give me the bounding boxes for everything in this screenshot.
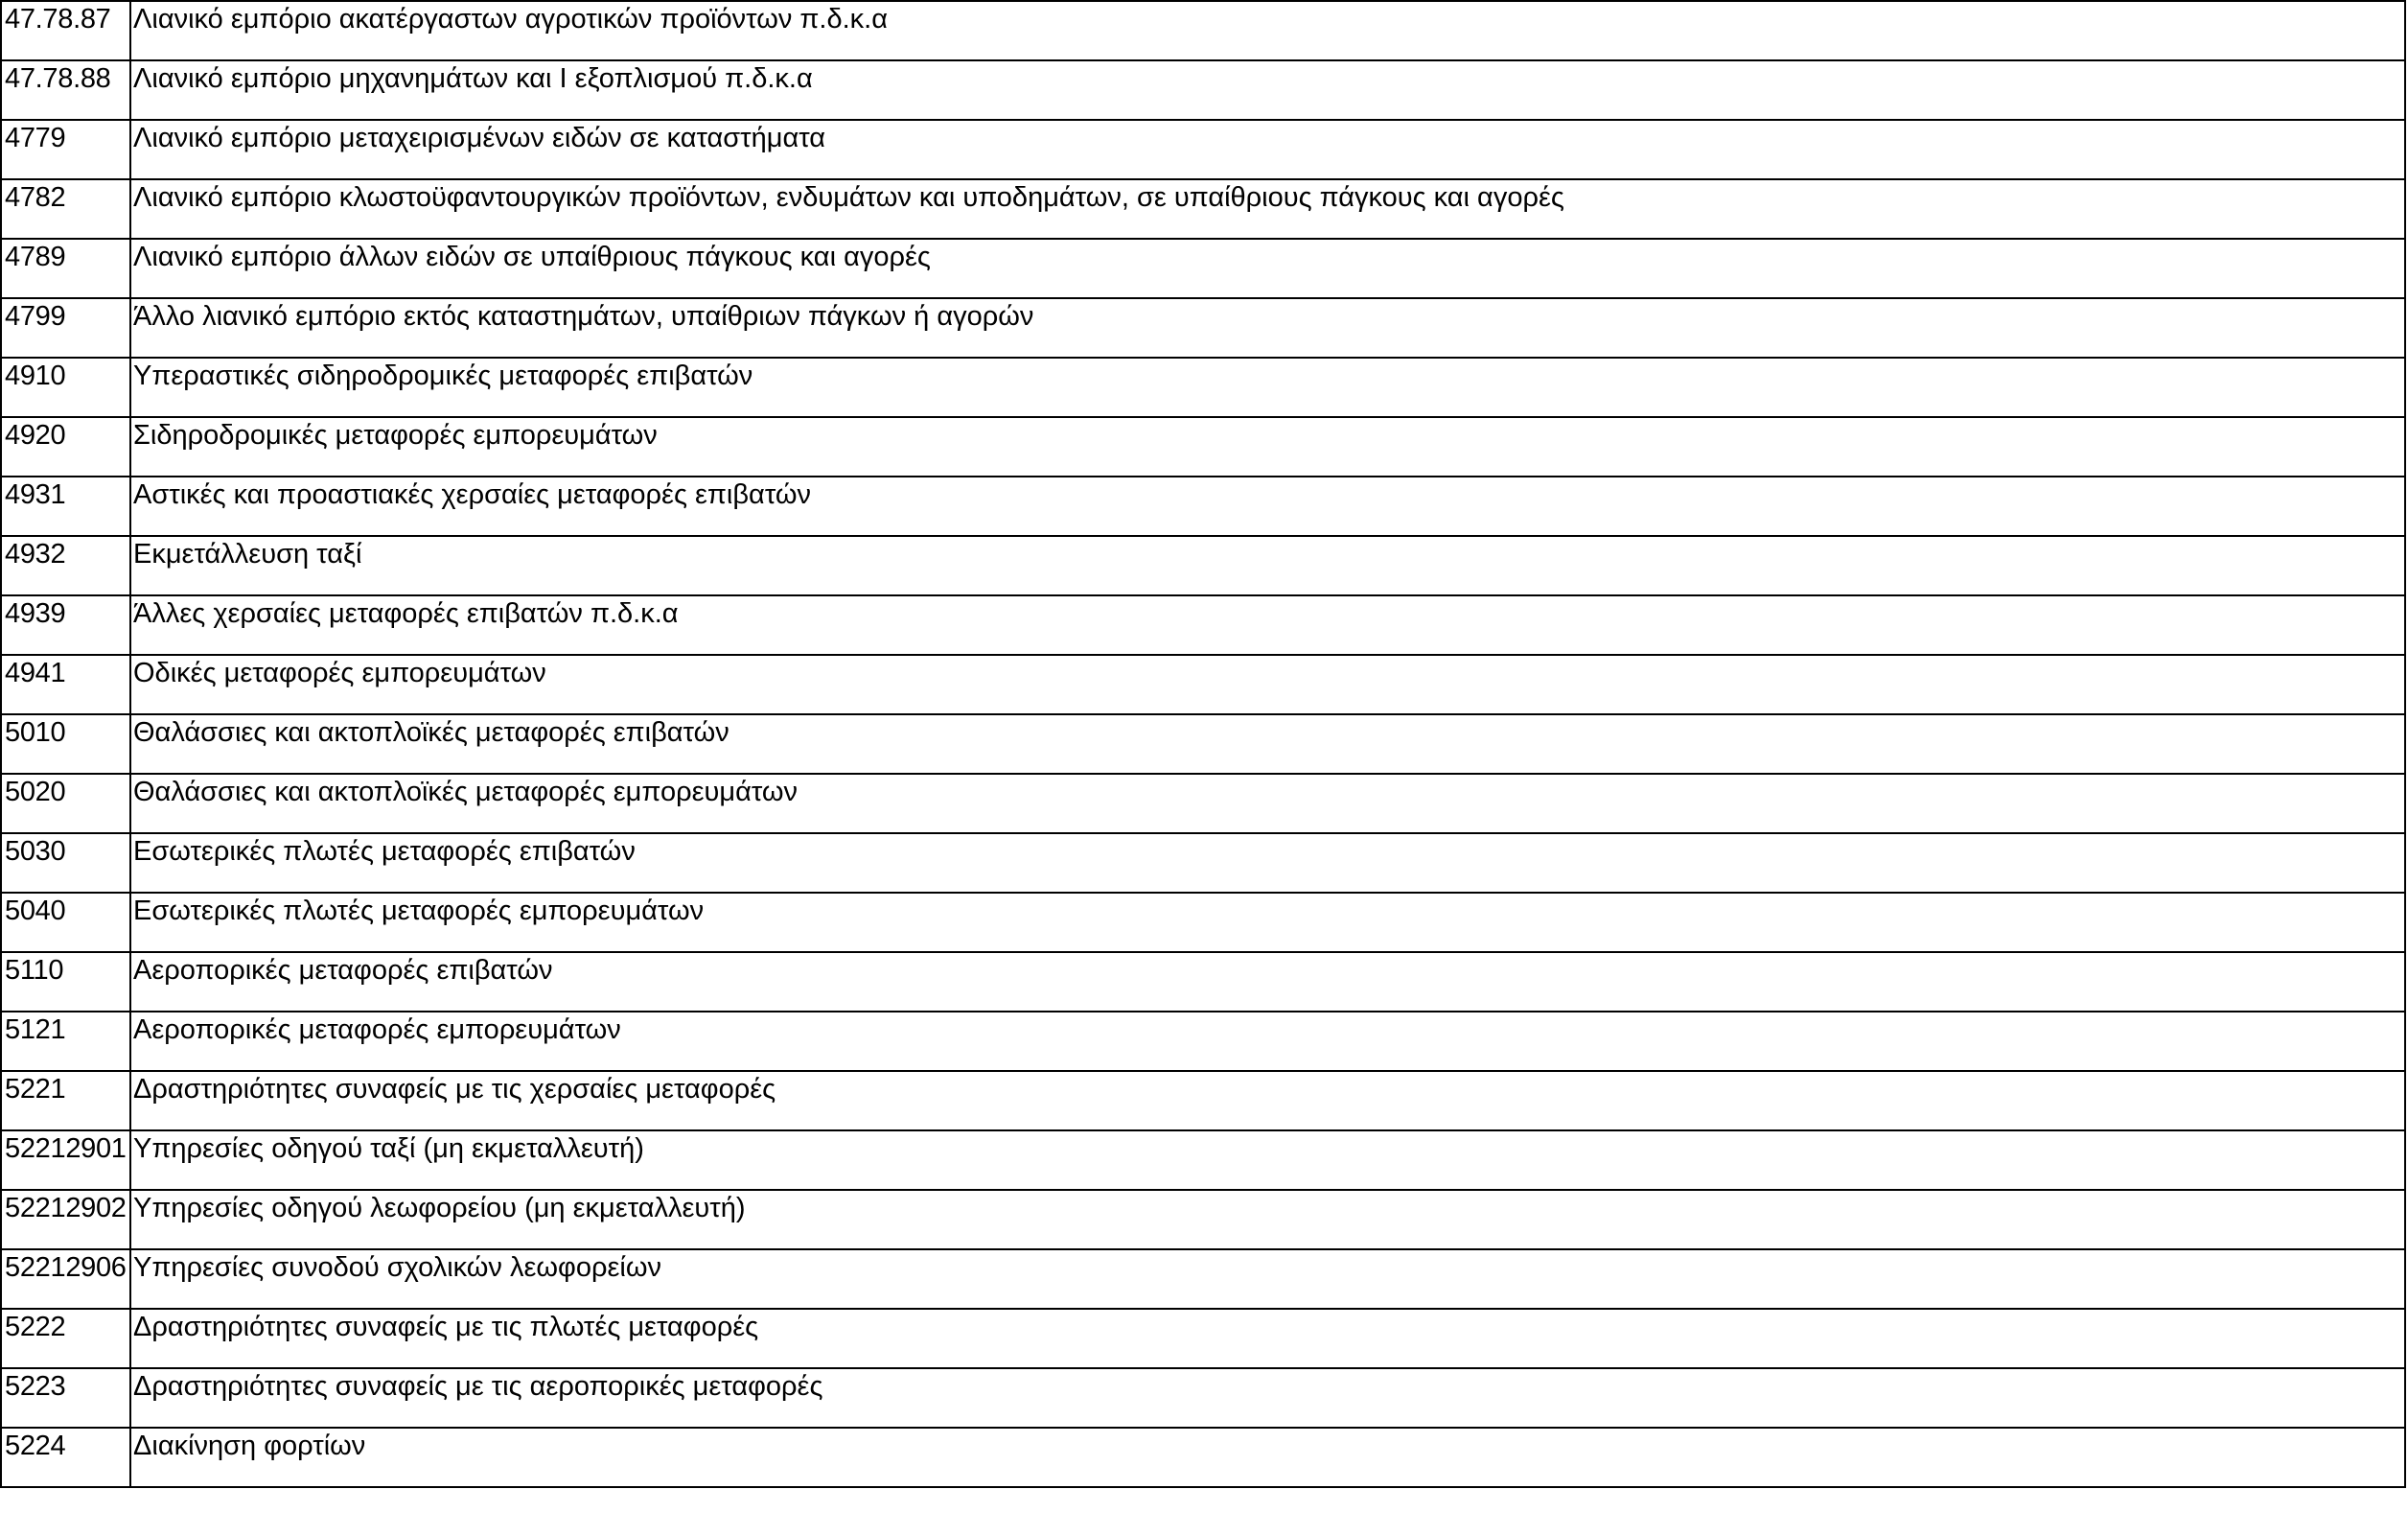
table-row	[1, 417, 2405, 477]
table-row	[1, 536, 2405, 595]
activity-code-cell: 5040	[1, 893, 130, 952]
activity-description-cell: Σιδηροδρομικές μεταφορές εμπορευμάτων	[130, 417, 2405, 477]
table-row	[1, 1071, 2405, 1130]
activity-description-cell: Υπηρεσίες οδηγού λεωφορείου (μη εκμεταλλευτή)	[130, 1190, 2405, 1249]
activity-code-cell: 5221	[1, 1071, 130, 1130]
activity-description-cell: Λιανικό εμπόριο ακατέργαστων αγροτικών προϊόντων π.δ.κ.α	[130, 1, 2405, 60]
activity-code-cell: 4779	[1, 120, 130, 179]
table-row	[1, 655, 2405, 714]
table-body	[1, 1, 2405, 1487]
activity-code-cell: 4799	[1, 298, 130, 358]
table-row	[1, 1249, 2405, 1309]
activity-code-cell: 5121	[1, 1012, 130, 1071]
table-row	[1, 952, 2405, 1012]
activity-description-cell: Άλλες χερσαίες μεταφορές επιβατών π.δ.κ.α	[130, 595, 2405, 655]
activity-code-cell: 47.78.87	[1, 1, 130, 60]
activity-description-cell: Οδικές μεταφορές εμπορευμάτων	[130, 655, 2405, 714]
table-row	[1, 298, 2405, 358]
table-row	[1, 1190, 2405, 1249]
activity-code-cell: 4931	[1, 477, 130, 536]
activity-description-cell: Αεροπορικές μεταφορές εμπορευμάτων	[130, 1012, 2405, 1071]
activity-code-cell: 4939	[1, 595, 130, 655]
activity-description-cell: Αστικές και προαστιακές χερσαίες μεταφορές επιβατών	[130, 477, 2405, 536]
table-row	[1, 358, 2405, 417]
table-row	[1, 60, 2405, 120]
activity-description-cell: Δραστηριότητες συναφείς με τις χερσαίες μεταφορές	[130, 1071, 2405, 1130]
activity-description-cell: Δραστηριότητες συναφείς με τις πλωτές μεταφορές	[130, 1309, 2405, 1368]
activity-code-cell: 5110	[1, 952, 130, 1012]
activity-code-cell: 5030	[1, 833, 130, 893]
activity-code-cell: 4920	[1, 417, 130, 477]
activity-code-cell: 5010	[1, 714, 130, 774]
activity-description-cell: Άλλο λιανικό εμπόριο εκτός καταστημάτων, υπαίθριων πάγκων ή αγορών	[130, 298, 2405, 358]
activity-description-cell: Υπηρεσίες οδηγού ταξί (μη εκμεταλλευτή)	[130, 1130, 2405, 1190]
activity-description-cell: Θαλάσσιες και ακτοπλοϊκές μεταφορές επιβατών	[130, 714, 2405, 774]
activity-code-cell: 4782	[1, 179, 130, 239]
activity-description-cell: Υπηρεσίες συνοδού σχολικών λεωφορείων	[130, 1249, 2405, 1309]
activity-code-cell: 47.78.88	[1, 60, 130, 120]
table-row	[1, 595, 2405, 655]
activity-description-cell: Θαλάσσιες και ακτοπλοϊκές μεταφορές εμπορευμάτων	[130, 774, 2405, 833]
activity-description-cell: Λιανικό εμπόριο κλωστοϋφαντουργικών προϊόντων, ενδυμάτων και υποδημάτων, σε υπαίθριους πάγκους και αγορές	[130, 179, 2405, 239]
table-row	[1, 1012, 2405, 1071]
activity-description-cell: Υπεραστικές σιδηροδρομικές μεταφορές επιβατών	[130, 358, 2405, 417]
activity-code-cell: 5223	[1, 1368, 130, 1428]
table-row	[1, 1428, 2405, 1487]
activity-description-cell: Δραστηριότητες συναφείς με τις αεροπορικές μεταφορές	[130, 1368, 2405, 1428]
activity-code-cell: 52212901	[1, 1130, 130, 1190]
table-row	[1, 477, 2405, 536]
activity-code-cell: 4932	[1, 536, 130, 595]
activity-code-cell: 52212902	[1, 1190, 130, 1249]
table-row	[1, 179, 2405, 239]
table-row	[1, 1, 2405, 60]
activity-description-cell: Λιανικό εμπόριο μηχανημάτων και Ι εξοπλισμού π.δ.κ.α	[130, 60, 2405, 120]
activity-description-cell: Εσωτερικές πλωτές μεταφορές εμπορευμάτων	[130, 893, 2405, 952]
activity-code-cell: 4789	[1, 239, 130, 298]
activity-code-cell: 4941	[1, 655, 130, 714]
activity-code-cell: 5222	[1, 1309, 130, 1368]
table-row	[1, 1309, 2405, 1368]
table-row	[1, 893, 2405, 952]
activity-description-cell: Λιανικό εμπόριο μεταχειρισμένων ειδών σε καταστήματα	[130, 120, 2405, 179]
activity-code-cell: 4910	[1, 358, 130, 417]
table-row	[1, 120, 2405, 179]
activity-code-cell: 5224	[1, 1428, 130, 1487]
table-row	[1, 833, 2405, 893]
activity-description-cell: Αεροπορικές μεταφορές επιβατών	[130, 952, 2405, 1012]
table-row	[1, 239, 2405, 298]
activity-description-cell: Εκμετάλλευση ταξί	[130, 536, 2405, 595]
activity-description-cell: Διακίνηση φορτίων	[130, 1428, 2405, 1487]
table-row	[1, 714, 2405, 774]
activity-code-cell: 5020	[1, 774, 130, 833]
table-row	[1, 774, 2405, 833]
activity-code-cell: 52212906	[1, 1249, 130, 1309]
table-row	[1, 1130, 2405, 1190]
table-row	[1, 1368, 2405, 1428]
activity-description-cell: Εσωτερικές πλωτές μεταφορές επιβατών	[130, 833, 2405, 893]
activity-description-cell: Λιανικό εμπόριο άλλων ειδών σε υπαίθριους πάγκους και αγορές	[130, 239, 2405, 298]
